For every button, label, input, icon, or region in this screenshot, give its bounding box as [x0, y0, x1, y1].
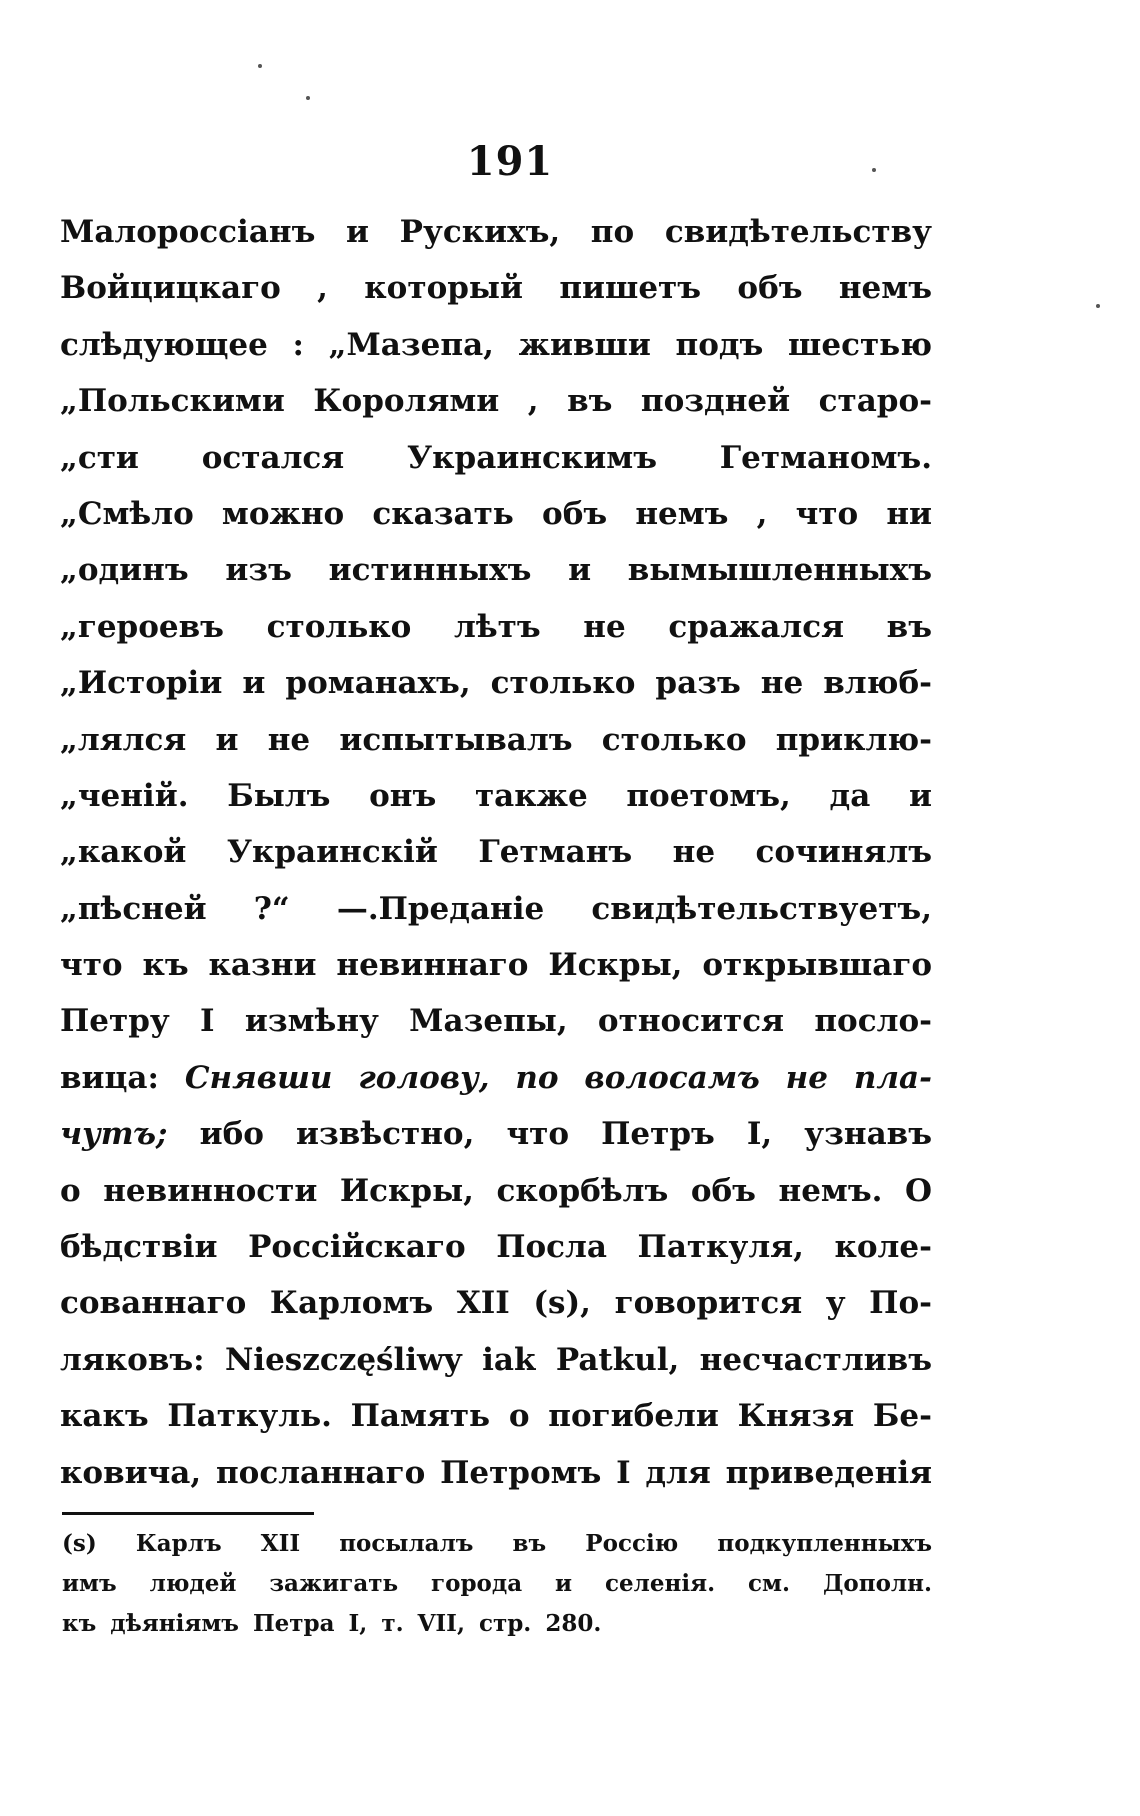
text-line: [60, 1219, 932, 1275]
footnote-separator-rule: [62, 1512, 314, 1515]
text-segment: „Польскими Королями , въ поздней старо-: [60, 383, 932, 420]
text-line: [60, 204, 932, 260]
text-line: [60, 1445, 932, 1501]
italic-text-segment: Снявши голову, по волосамъ не пла-: [184, 1059, 933, 1096]
main-text-block: [60, 204, 932, 1501]
text-segment: слѣдующее : „Мазепа, живши подъ шестью: [60, 326, 932, 363]
text-segment: Малороссіанъ и Рускихъ, по свидѣтельству: [60, 214, 932, 250]
text-line: [60, 768, 932, 824]
text-segment: Войцицкаго , который пишетъ объ немъ: [60, 270, 932, 307]
text-line: [60, 655, 932, 711]
text-line: [60, 824, 932, 880]
text-line: [60, 1332, 932, 1388]
text-segment: ибо извѣстно, что Петръ I, узнавъ: [167, 1116, 932, 1153]
paper-speck: [258, 64, 262, 68]
text-line: [60, 1275, 932, 1331]
text-segment: „какой Украинскій Гетманъ не сочинялъ: [60, 834, 932, 871]
text-segment: какъ Паткуль. Память о погибели Князя Бе-: [60, 1398, 932, 1435]
text-line: [60, 993, 932, 1049]
text-line: [60, 542, 932, 598]
text-segment: вица:: [60, 1059, 185, 1096]
text-segment: ляковъ: Nieszczęśliwy iak Patkul, несчастливъ: [60, 1341, 932, 1378]
text-segment: „пѣсней ?“ —.Преданіе свидѣтельствуетъ,: [60, 890, 932, 927]
text-segment: сованнаго Карломъ XII (s), говорится у По-: [60, 1285, 932, 1322]
text-segment: „лялся и не испытывалъ столько приклю-: [60, 721, 932, 758]
text-line: [60, 1163, 932, 1219]
text-segment: „ченій. Былъ онъ также поетомъ, да и: [60, 777, 932, 814]
footnote-line: (s) Карлъ XII посылалъ въ Россію подкупленныхъ: [62, 1530, 932, 1557]
text-line: [60, 712, 932, 768]
text-line: [60, 260, 932, 316]
text-line: [60, 937, 932, 993]
footnote-line: къ дѣяніямъ Петра I, т. VII, стр. 280.: [62, 1610, 602, 1637]
text-line: [60, 1106, 932, 1162]
paper-speck: [306, 96, 310, 100]
italic-text-segment: чутъ;: [60, 1116, 168, 1153]
text-segment: что къ казни невиннаго Искры, открывшаго: [60, 947, 932, 984]
paper-speck: [1096, 304, 1100, 308]
text-line: [60, 373, 932, 429]
text-segment: „одинъ изъ истинныхъ и вымышленныхъ: [60, 552, 932, 589]
text-line: [60, 1388, 932, 1444]
footnote-line: имъ людей зажигать города и селенія. см. Дополн.: [62, 1570, 932, 1597]
text-line: [60, 881, 932, 937]
paper-speck: [872, 168, 876, 172]
text-segment: „Исторіи и романахъ, столько разъ не влюб-: [60, 665, 932, 702]
text-line: [60, 430, 932, 486]
text-segment: „Смѣло можно сказать объ немъ , что ни: [60, 495, 932, 532]
text-segment: Петру I измѣну Мазепы, относится посло-: [60, 1003, 932, 1040]
text-segment: „сти остался Украинскимъ Гетманомъ.: [60, 439, 932, 476]
text-line: [60, 1050, 932, 1106]
text-segment: „героевъ столько лѣтъ не сражался въ: [60, 608, 932, 645]
text-line: [60, 486, 932, 542]
footnote-block: [62, 1524, 932, 1644]
page-number: 191: [466, 138, 554, 185]
text-line: [60, 599, 932, 655]
text-segment: бѣдствіи Россійскаго Посла Паткуля, коле-: [60, 1229, 932, 1266]
text-segment: ковича, посланнаго Петромъ I для приведенія: [60, 1454, 932, 1491]
text-segment: о невинности Искры, скорбѣлъ объ немъ. О: [60, 1172, 932, 1209]
text-line: [60, 317, 932, 373]
